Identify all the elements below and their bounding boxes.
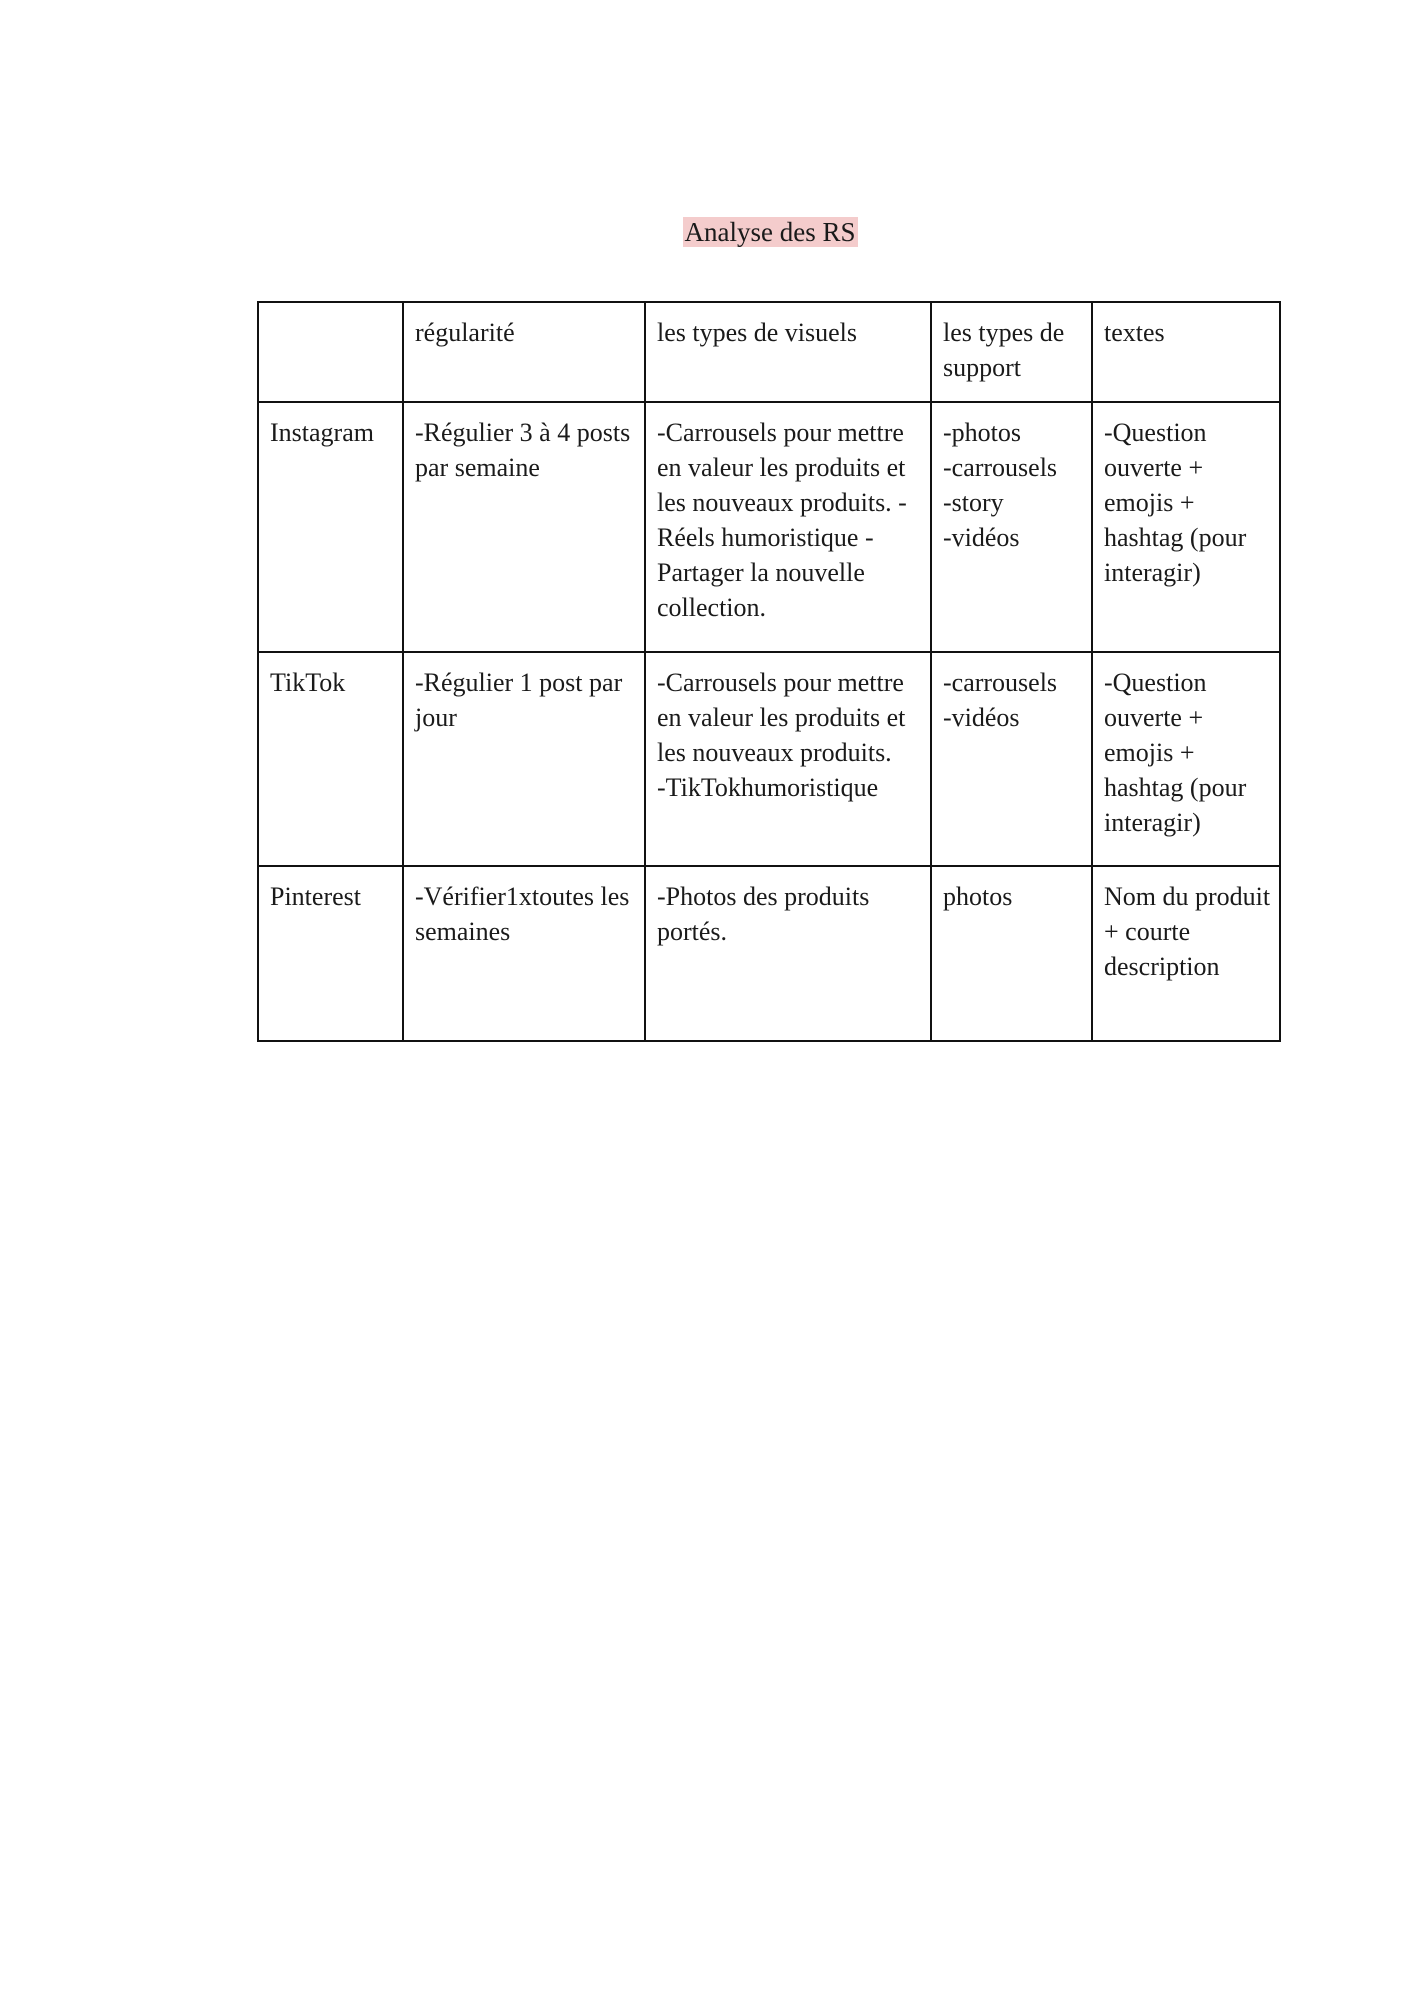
table-header-row <box>258 302 1280 402</box>
network-cell: Pinterest <box>258 866 403 1041</box>
network-cell: TikTok <box>258 652 403 866</box>
support-item: -story <box>943 488 1004 517</box>
regularite-cell: -Régulier 1 post par jour <box>403 652 645 866</box>
support-cell <box>931 652 1092 866</box>
header-cell-support: les types de support <box>931 302 1092 402</box>
support-item: -vidéos <box>943 523 1020 552</box>
support-item: -carrousels <box>943 453 1058 482</box>
support-cell <box>931 402 1092 652</box>
header-cell-network <box>258 302 403 402</box>
textes-cell: Nom du produit + courte description <box>1092 866 1280 1041</box>
regularite-cell: -Vérifier1xtoutes les semaines <box>403 866 645 1041</box>
page-title <box>0 212 1414 252</box>
visuels-item: -TikTokhumoristique <box>657 773 879 802</box>
support-item: -photos <box>943 418 1021 447</box>
header-cell-visuels: les types de visuels <box>645 302 931 402</box>
page-title-text: Analyse des RS <box>684 217 856 247</box>
support-item: photos <box>943 882 1013 911</box>
visuels-item: -Carrousels pour mettre en valeur les produits et les nouveaux produits. <box>657 668 906 767</box>
support-cell <box>931 866 1092 1041</box>
header-cell-regularite: régularité <box>403 302 645 402</box>
table-row-pinterest <box>258 866 1280 1041</box>
visuels-cell <box>645 652 931 866</box>
social-media-analysis-table <box>257 301 1281 1042</box>
support-item: -carrousels <box>943 668 1058 697</box>
visuels-cell: -Carrousels pour mettre en valeur les produits et les nouveaux produits. - Réels humoristique - Partager la nouvelle collection. <box>645 402 931 652</box>
network-cell: Instagram <box>258 402 403 652</box>
textes-cell: -Question ouverte + emojis + hashtag (pour interagir) <box>1092 652 1280 866</box>
textes-cell: -Question ouverte + emojis + hashtag (pour interagir) <box>1092 402 1280 652</box>
regularite-cell: -Régulier 3 à 4 posts par semaine <box>403 402 645 652</box>
table-row-tiktok <box>258 652 1280 866</box>
header-cell-textes: textes <box>1092 302 1280 402</box>
support-item: -vidéos <box>943 703 1020 732</box>
visuels-cell: -Photos des produits portés. <box>645 866 931 1041</box>
table-row-instagram <box>258 402 1280 652</box>
